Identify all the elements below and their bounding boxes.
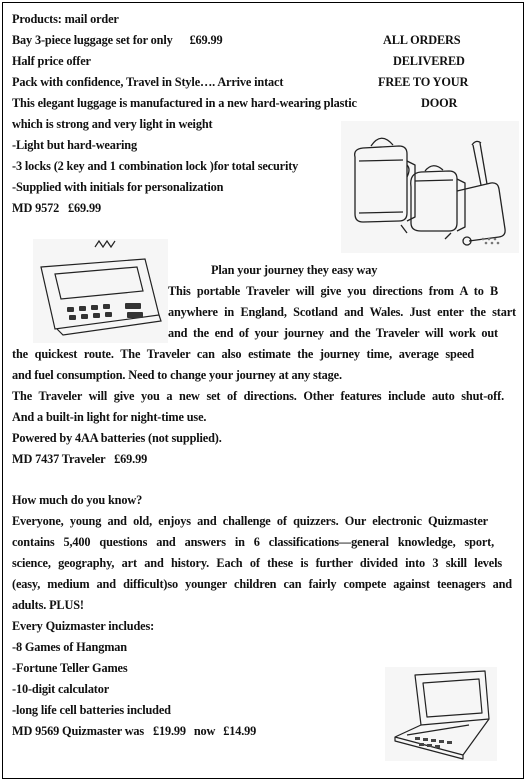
luggage-offer-text: Bay 3-piece luggage set for only xyxy=(12,33,173,47)
pack-line: Pack with confidence, Travel in Style…. Arrive intact xyxy=(12,75,284,89)
luggage-set-illustration xyxy=(341,121,519,253)
traveler-line-2: anywhere in England, Scotland and Wales. Just enter the start xyxy=(168,305,516,319)
quiz-line-5: adults. PLUS! xyxy=(12,598,84,612)
elegant-line: This elegant luggage is manufactured in a new hard-wearing plastic xyxy=(12,96,357,110)
traveler-line-1: This portable Traveler will give you directions from A to B xyxy=(168,284,498,298)
quizmaster-illustration xyxy=(385,667,497,761)
luggage-feature-2: -3 locks (2 key and 1 combination lock )for total security xyxy=(12,159,299,173)
quiz-item-1: -8 Games of Hangman xyxy=(12,640,127,654)
quiz-new-price: £14.99 xyxy=(223,724,257,738)
quiz-old-price: £19.99 xyxy=(153,724,186,738)
traveler-heading: Plan your journey they easy way xyxy=(211,263,378,277)
luggage-feature-1: -Light but hard-wearing xyxy=(12,138,137,152)
quiz-item-3: -10-digit calculator xyxy=(12,682,110,696)
luggage-code: MD 9572 xyxy=(12,201,60,215)
traveler-line-6: The Traveler will give you a new set of directions. Other features include auto shut-off. xyxy=(12,389,504,403)
quiz-line-2: contains 5,400 questions and answers in 6 classifications—general knowledge, sport, xyxy=(12,535,494,549)
luggage-code-line xyxy=(12,201,101,216)
quiz-line-4: (easy, medium and difficult)so younger children can fairly compete against teenagers and xyxy=(12,577,512,591)
luggage-offer-price: £69.99 xyxy=(189,33,223,47)
quiz-now-label: now xyxy=(193,724,216,738)
traveler-line-8: Powered by 4AA batteries (not supplied). xyxy=(12,431,222,445)
quiz-line-6: Every Quizmaster includes: xyxy=(12,619,155,633)
light-weight-line: which is strong and very light in weight xyxy=(12,117,213,131)
traveler-code-line xyxy=(12,452,147,467)
advert-page xyxy=(2,2,524,779)
traveler-line-5: and fuel consumption. Need to change your journey at any stage. xyxy=(12,368,342,382)
luggage-feature-3: -Supplied with initials for personalization xyxy=(12,180,224,194)
quiz-line-3: science, geography, art and history. Each of these is further divided into 3 skill levels xyxy=(12,556,502,570)
quiz-code: MD 9569 Quizmaster was xyxy=(12,724,145,738)
luggage-offer-line xyxy=(12,33,222,48)
delivery-line-2: DELIVERED xyxy=(393,54,465,68)
traveler-line-3: and the end of your journey and the Traveler will work out xyxy=(168,326,498,340)
traveler-code: MD 7437 Traveler xyxy=(12,452,106,466)
quiz-item-4: -long life cell batteries included xyxy=(12,703,171,717)
half-price-line: Half price offer xyxy=(12,54,91,68)
delivery-line-1: ALL ORDERS xyxy=(383,33,461,47)
luggage-price: £69.99 xyxy=(68,201,101,215)
delivery-line-4: DOOR xyxy=(421,96,458,110)
quiz-code-line xyxy=(12,724,256,739)
quiz-item-2: -Fortune Teller Games xyxy=(12,661,128,675)
quiz-heading: How much do you know? xyxy=(12,493,143,507)
traveler-line-4: the quickest route. The Traveler can also estimate the journey time, average speed xyxy=(12,347,474,361)
quiz-line-1: Everyone, young and old, enjoys and challenge of quizzers. Our electronic Quizmaster xyxy=(12,514,488,528)
traveler-price: £69.99 xyxy=(114,452,148,466)
traveler-line-7: And a built-in light for night-time use. xyxy=(12,410,207,424)
products-heading: Products: mail order xyxy=(12,12,119,26)
traveler-device-illustration xyxy=(33,239,168,343)
delivery-line-3: FREE TO YOUR xyxy=(378,75,469,89)
